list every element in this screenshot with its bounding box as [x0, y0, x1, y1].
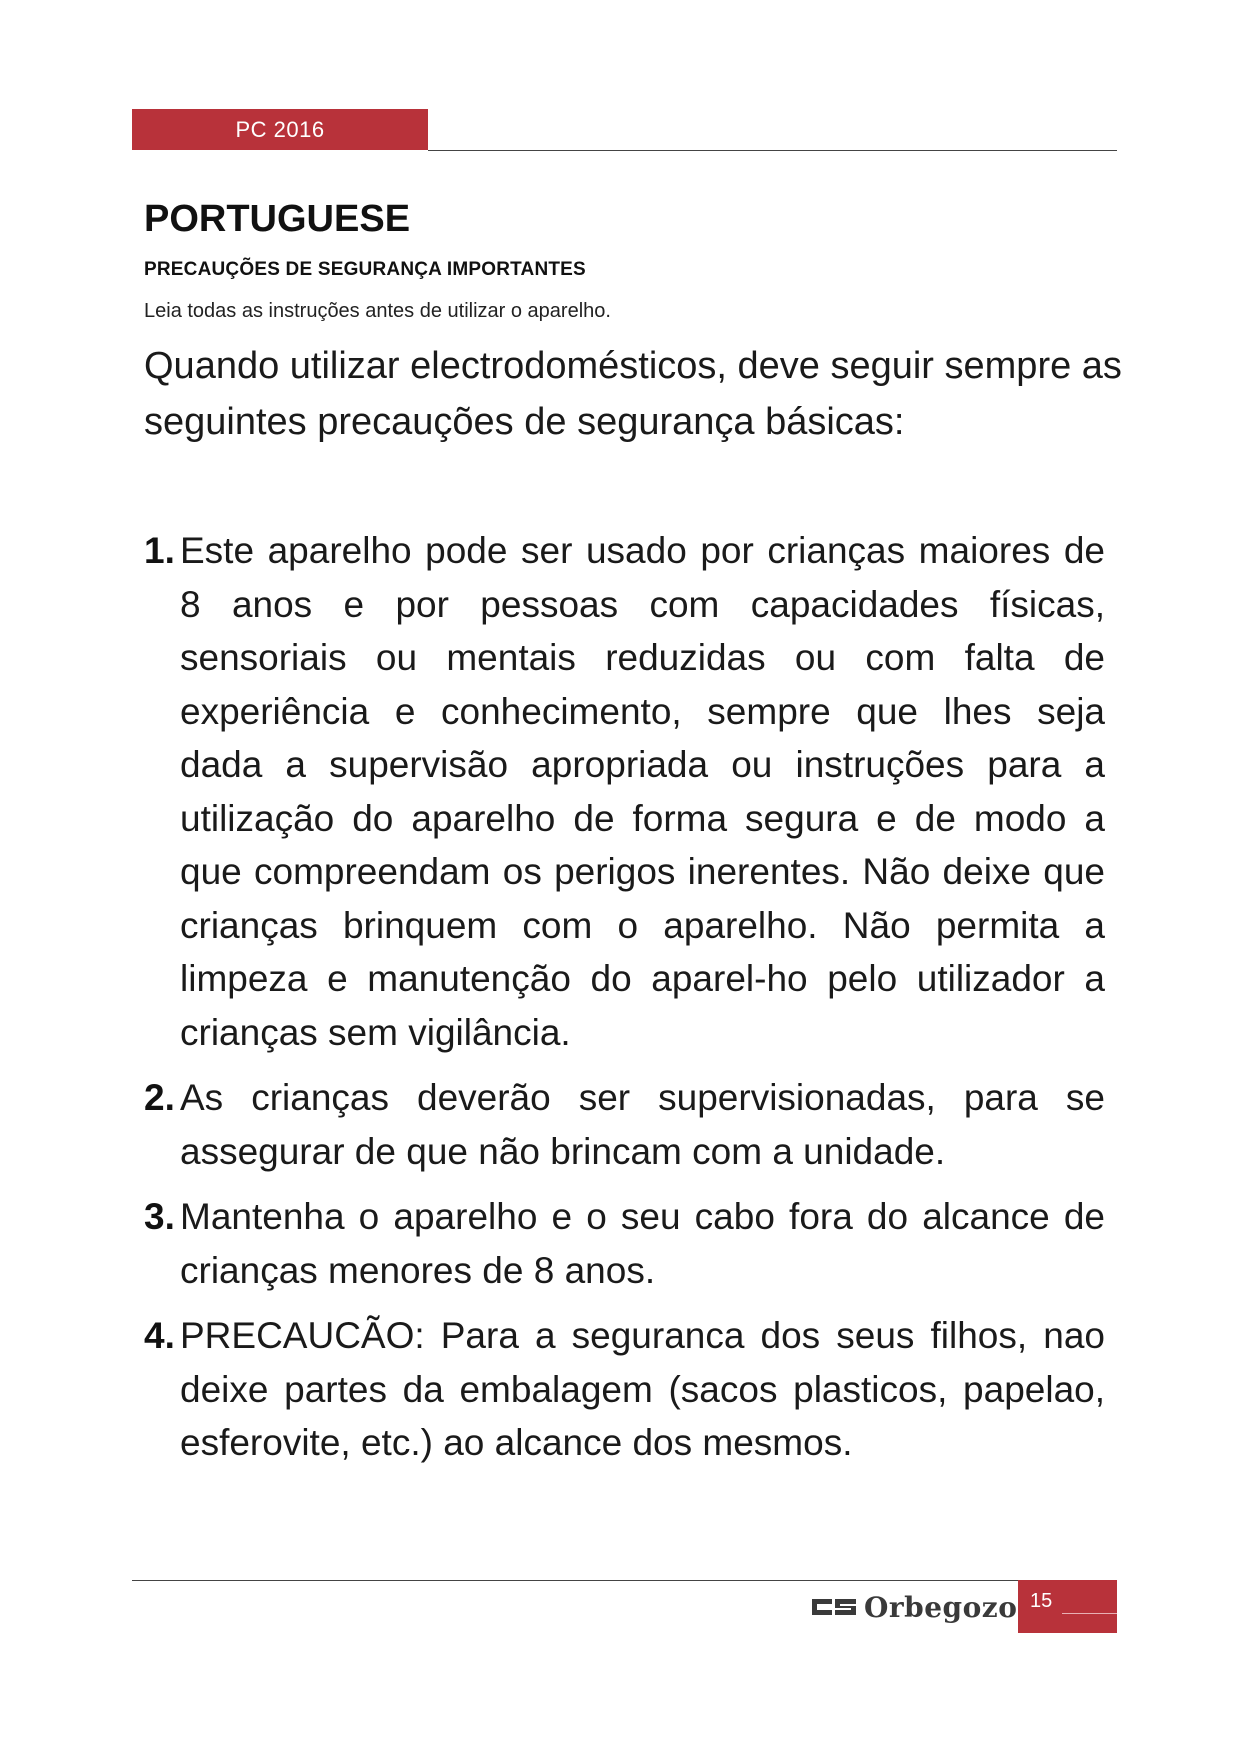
page-number: 15: [1030, 1590, 1053, 1612]
header-tab-label: PC 2016: [235, 116, 325, 142]
list-item: [144, 1071, 1105, 1178]
page-number-rule: [1062, 1613, 1117, 1614]
item-text: As crianças deverão ser supervisionadas, para se assegurar de que não brincam com a unidade.: [180, 1077, 1105, 1172]
intro-large: Quando utilizar electrodomésticos, deve seguir sempre as seguintes precauções de segurança básicas:: [144, 345, 1122, 443]
item-text: PRECAUCÃO: Para a seguranca dos seus filhos, nao deixe partes da embalagem (sacos plasticos, papelao, esferovite, etc.) ao alcance dos mesmos.: [180, 1315, 1105, 1463]
page-number-box: [1018, 1580, 1117, 1633]
section-title: PRECAUÇÕES DE SEGURANÇA IMPORTANTES: [144, 259, 586, 280]
footer-rule: [132, 1580, 1018, 1581]
item-number: 3.: [144, 1196, 175, 1237]
item-text: Este aparelho pode ser usado por crianças maiores de 8 anos e por pessoas com capacidades físicas, sensoriais ou mentais reduzidas ou com falta de experiência e conhecimento, sempre que lhes seja dada a supervisão apropriada ou instruções para a utilização do aparelho de forma segura e de modo a que compreendam os perigos inerentes. Não deixe que crianças brinquem com o aparelho. Não permita a limpeza e manutenção do aparel-ho pelo utilizador a crianças sem vigilância.: [180, 530, 1105, 1053]
list-item: [144, 1190, 1105, 1297]
item-number: 1.: [144, 530, 175, 571]
item-number: 2.: [144, 1077, 175, 1118]
brand-mark-icon: [812, 1596, 856, 1618]
safety-list: [144, 524, 1105, 1482]
item-text: Mantenha o aparelho e o seu cabo fora do alcance de crianças menores de 8 anos.: [180, 1196, 1105, 1291]
list-item: [144, 1309, 1105, 1470]
brand-logo: [812, 1587, 1017, 1627]
item-number: 4.: [144, 1315, 175, 1356]
brand-name: Orbegozo: [864, 1590, 1018, 1624]
intro-small: Leia todas as instruções antes de utilizar o aparelho.: [144, 300, 611, 322]
language-heading: PORTUGUESE: [144, 198, 411, 240]
list-item: [144, 524, 1105, 1059]
header-tab: [132, 109, 428, 150]
header-rule: [428, 150, 1117, 151]
